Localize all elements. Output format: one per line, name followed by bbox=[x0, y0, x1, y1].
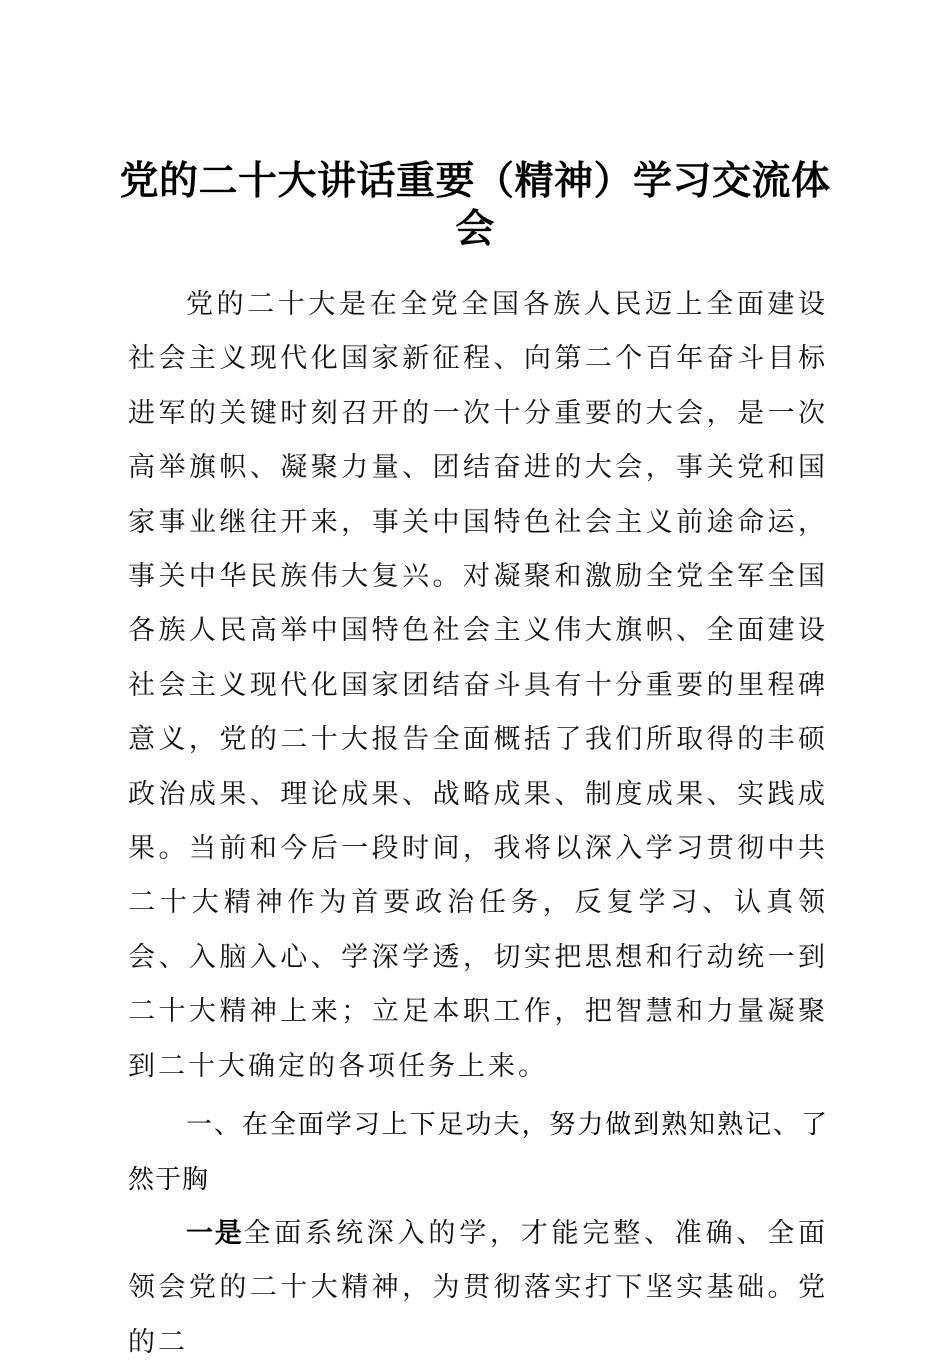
document-title: 党的二十大讲话重要（精神）学习交流体会 bbox=[119, 159, 831, 252]
document-body bbox=[128, 278, 828, 1370]
intro-paragraph: 党的二十大是在全党全国各族人民迈上全面建设社会主义现代化国家新征程、向第二个百年奋斗目标进军的关键时刻召开的一次十分重要的大会，是一次高举旗帜、凝聚力量、团结奋进的大会，事关党和国家事业继往开来，事关中国特色社会主义前途命运，事关中华民族伟大复兴。对凝聚和激励全党全军全国各族人民高举中国特色社会主义伟大旗帜、全面建设社会主义现代化国家团结奋斗具有十分重要的里程碑意义，党的二十大报告全面概括了我们所取得的丰硕政治成果、理论成果、战略成果、制度成果、实践成果。当前和今后一段时间，我将以深入学习贯彻中共二十大精神作为首要政治任务，反复学习、认真领会、入脑入心、学深学透，切实把思想和行动统一到二十大精神上来；立足本职工作，把智慧和力量凝聚到二十大确定的各项任务上来。 bbox=[128, 289, 828, 1082]
point-one-text: 全面系统深入的学，才能完整、准确、全面领会党的二十大精神，为贯彻落实打下坚实基础。党的二 bbox=[128, 1217, 829, 1358]
point-one-lead: 一是 bbox=[186, 1217, 244, 1249]
section-one-heading: 一、在全面学习上下足功夫，努力做到熟知熟记、了然于胸 bbox=[128, 1110, 828, 1195]
point-one-paragraph bbox=[128, 1207, 828, 1370]
